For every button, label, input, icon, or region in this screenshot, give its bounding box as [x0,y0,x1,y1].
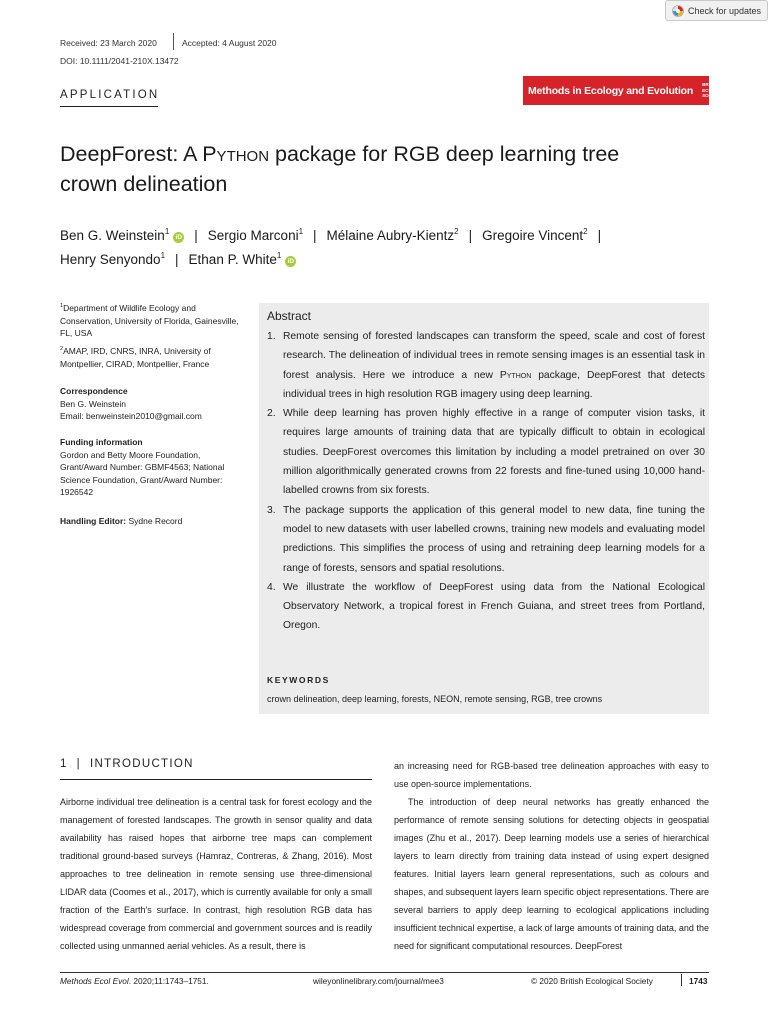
author[interactable]: Ben G. Weinstein$^1$iD [60,228,184,243]
affiliation: $^1$Department of Wildlife Ecology and Conservation, University of Florida, Gainesville, FL, USA [60,303,239,338]
keywords-list: crown delineation, deep learning, forests, NEON, remote sensing, RGB, tree crowns [267,694,603,704]
author[interactable]: Sergio Marconi$^1$ [207,226,304,243]
journal-logo[interactable] [523,76,733,105]
footer-divider [681,974,682,986]
affiliation: $^2$AMAP, IRD, CNRS, INRA, University of Montpellier, CIRAD, Montpellier, France [60,346,211,369]
accepted-date: Accepted: 4 August 2020 [182,38,277,48]
section-rule [60,779,372,780]
correspondence-email[interactable]: Email: benweinstein2010@gmail.com [60,411,202,421]
paragraph: Airborne individual tree delineation is a central task for forest ecology and the management of forested landscapes. The growth in sensor quality and data availability has raised hopes that airborne tree maps can complement traditional ground-based surveys (Hamraz, Contreras, & Zhang, 2016). Most approaches to tree delineation in remote sensing use three-dimensional LIDAR data (Coomes et al., 2017), which is currently available for only a small fraction of the Earth's surface. In contrast, high resolution RGB data has widespread coverage from commercial and government sources and is readily collected using unmanned aerial vehicles. As a result, there is [60,797,372,951]
correspondence [60,385,250,423]
abstract-item: 1. Remote sensing of forested landscapes can transform the speed, scale and cost of forest research. The delineation of individual trees in remote sensing images is an essential task in forest analysis. Here we introduce a new Python package, DeepForest that detects individual trees in high resolution RGB imagery using deep learning. [267,331,706,400]
intro-column-right [394,757,709,955]
funding-text: Gordon and Betty Moore Foundation, Grant/Award Number: GBMF4563; National Science Foundation, Grant/Award Number: 1926542 [60,449,225,497]
article-type: APPLICATION [60,89,160,101]
section-heading: 1 | INTRODUCTION [60,758,194,770]
author[interactable]: Gregoire Vincent$^2$ [482,226,588,243]
journal-name: Methods in Ecology and Evolution [528,84,694,97]
paragraph: an increasing need for RGB-based tree delineation approaches with easy to use open-source implementations. [394,761,709,789]
abstract-heading: Abstract [267,309,312,323]
abstract-item: 3. The package supports the application of this general model to new data, fine tuning the model to new datasets with user labelled crowns, training new models and evaluating model predictions. This simplifies the process of using and retraining deep learning models for a range of forests, sensors and spatial resolutions. [267,504,705,574]
footer-citation: Methods Ecol Evol. 2020;11:1743–1751. [60,976,209,986]
footer-url[interactable]: wileyonlinelibrary.com/journal/mee3 [313,976,444,986]
footer-rule [60,972,709,973]
keywords-heading: KEYWORDS [267,675,330,685]
abstract-item: 4. We illustrate the workflow of DeepForest using data from the National Ecological Observatory Network, a tropical forest in French Guiana, and street trees from Portland, Oregon. [267,581,705,632]
author[interactable]: Henry Senyondo$^1$ [60,250,166,267]
funding-information [60,436,250,499]
orcid-icon[interactable]: iD [173,232,184,243]
paragraph: The introduction of deep neural networks has greatly enhanced the performance of remote sensing solutions for detecting objects in geospatial images (Zhu et al., 2017). Deep learning models use a series of hierarchical layers to learn directly from training data instead of using expert designed features. Initial layers learn general representations, such as colours and shapes, and subsequent layers learn specific object representations. There are several barriers to apply deep learning to ecological applications including insufficient technical expertise, a lack of large amounts of training data, and the need for significant computational resources. DeepForest [394,797,709,951]
doi-link[interactable]: DOI: 10.1111/2041-210X.13472 [60,56,179,66]
author-list: Ben G. Weinstein$^1$iD | Sergio Marconi$^1$ | Mélaine Aubry-Kientz$^2$ | Gregoire Vincent$^2$ | Henry Senyondo$^1$ | Ethan P. White$^1$iD [60,226,602,267]
check-for-updates-button[interactable] [665,0,768,21]
abstract-item: 2. While deep learning has proven highly effective in a range of computer vision tasks, it requires large amounts of training data that are typically difficult to obtain in ecological studies. DeepForest overcomes this limitation by including a model pretrained on over 30 million algorithmically generated crowns from 22 forests and fine-tuned using 10,000 hand-labelled crowns from six forests. [267,408,705,497]
intro-column-left [60,793,372,955]
correspondence-heading: Correspondence [60,386,128,396]
orcid-icon[interactable]: iD [285,256,296,267]
crossmark-icon [672,5,684,17]
funding-heading: Funding information [60,437,143,447]
author[interactable]: Mélaine Aubry-Kientz$^2$ [326,226,459,243]
abstract-list [259,327,705,636]
footer-copyright: © 2020 British Ecological Society [531,976,653,986]
correspondence-name: Ben G. Weinstein [60,398,126,409]
author[interactable]: Ethan P. White$^1$iD [189,252,297,267]
article-title: DeepForest: A Python package for RGB deep learning tree crown delineation [60,142,620,196]
article-type-rule [60,106,158,107]
check-for-updates-label: Check for updates [688,5,762,16]
page-number: 1743 [689,976,708,986]
handling-editor: Handling Editor: Sydne Record [60,516,183,526]
meta-divider [173,33,174,50]
abstract-box [259,303,709,714]
society-name: BRITISH ECOLOGICAL SOCIETY [702,82,733,99]
received-date: Received: 23 March 2020 [60,38,157,48]
